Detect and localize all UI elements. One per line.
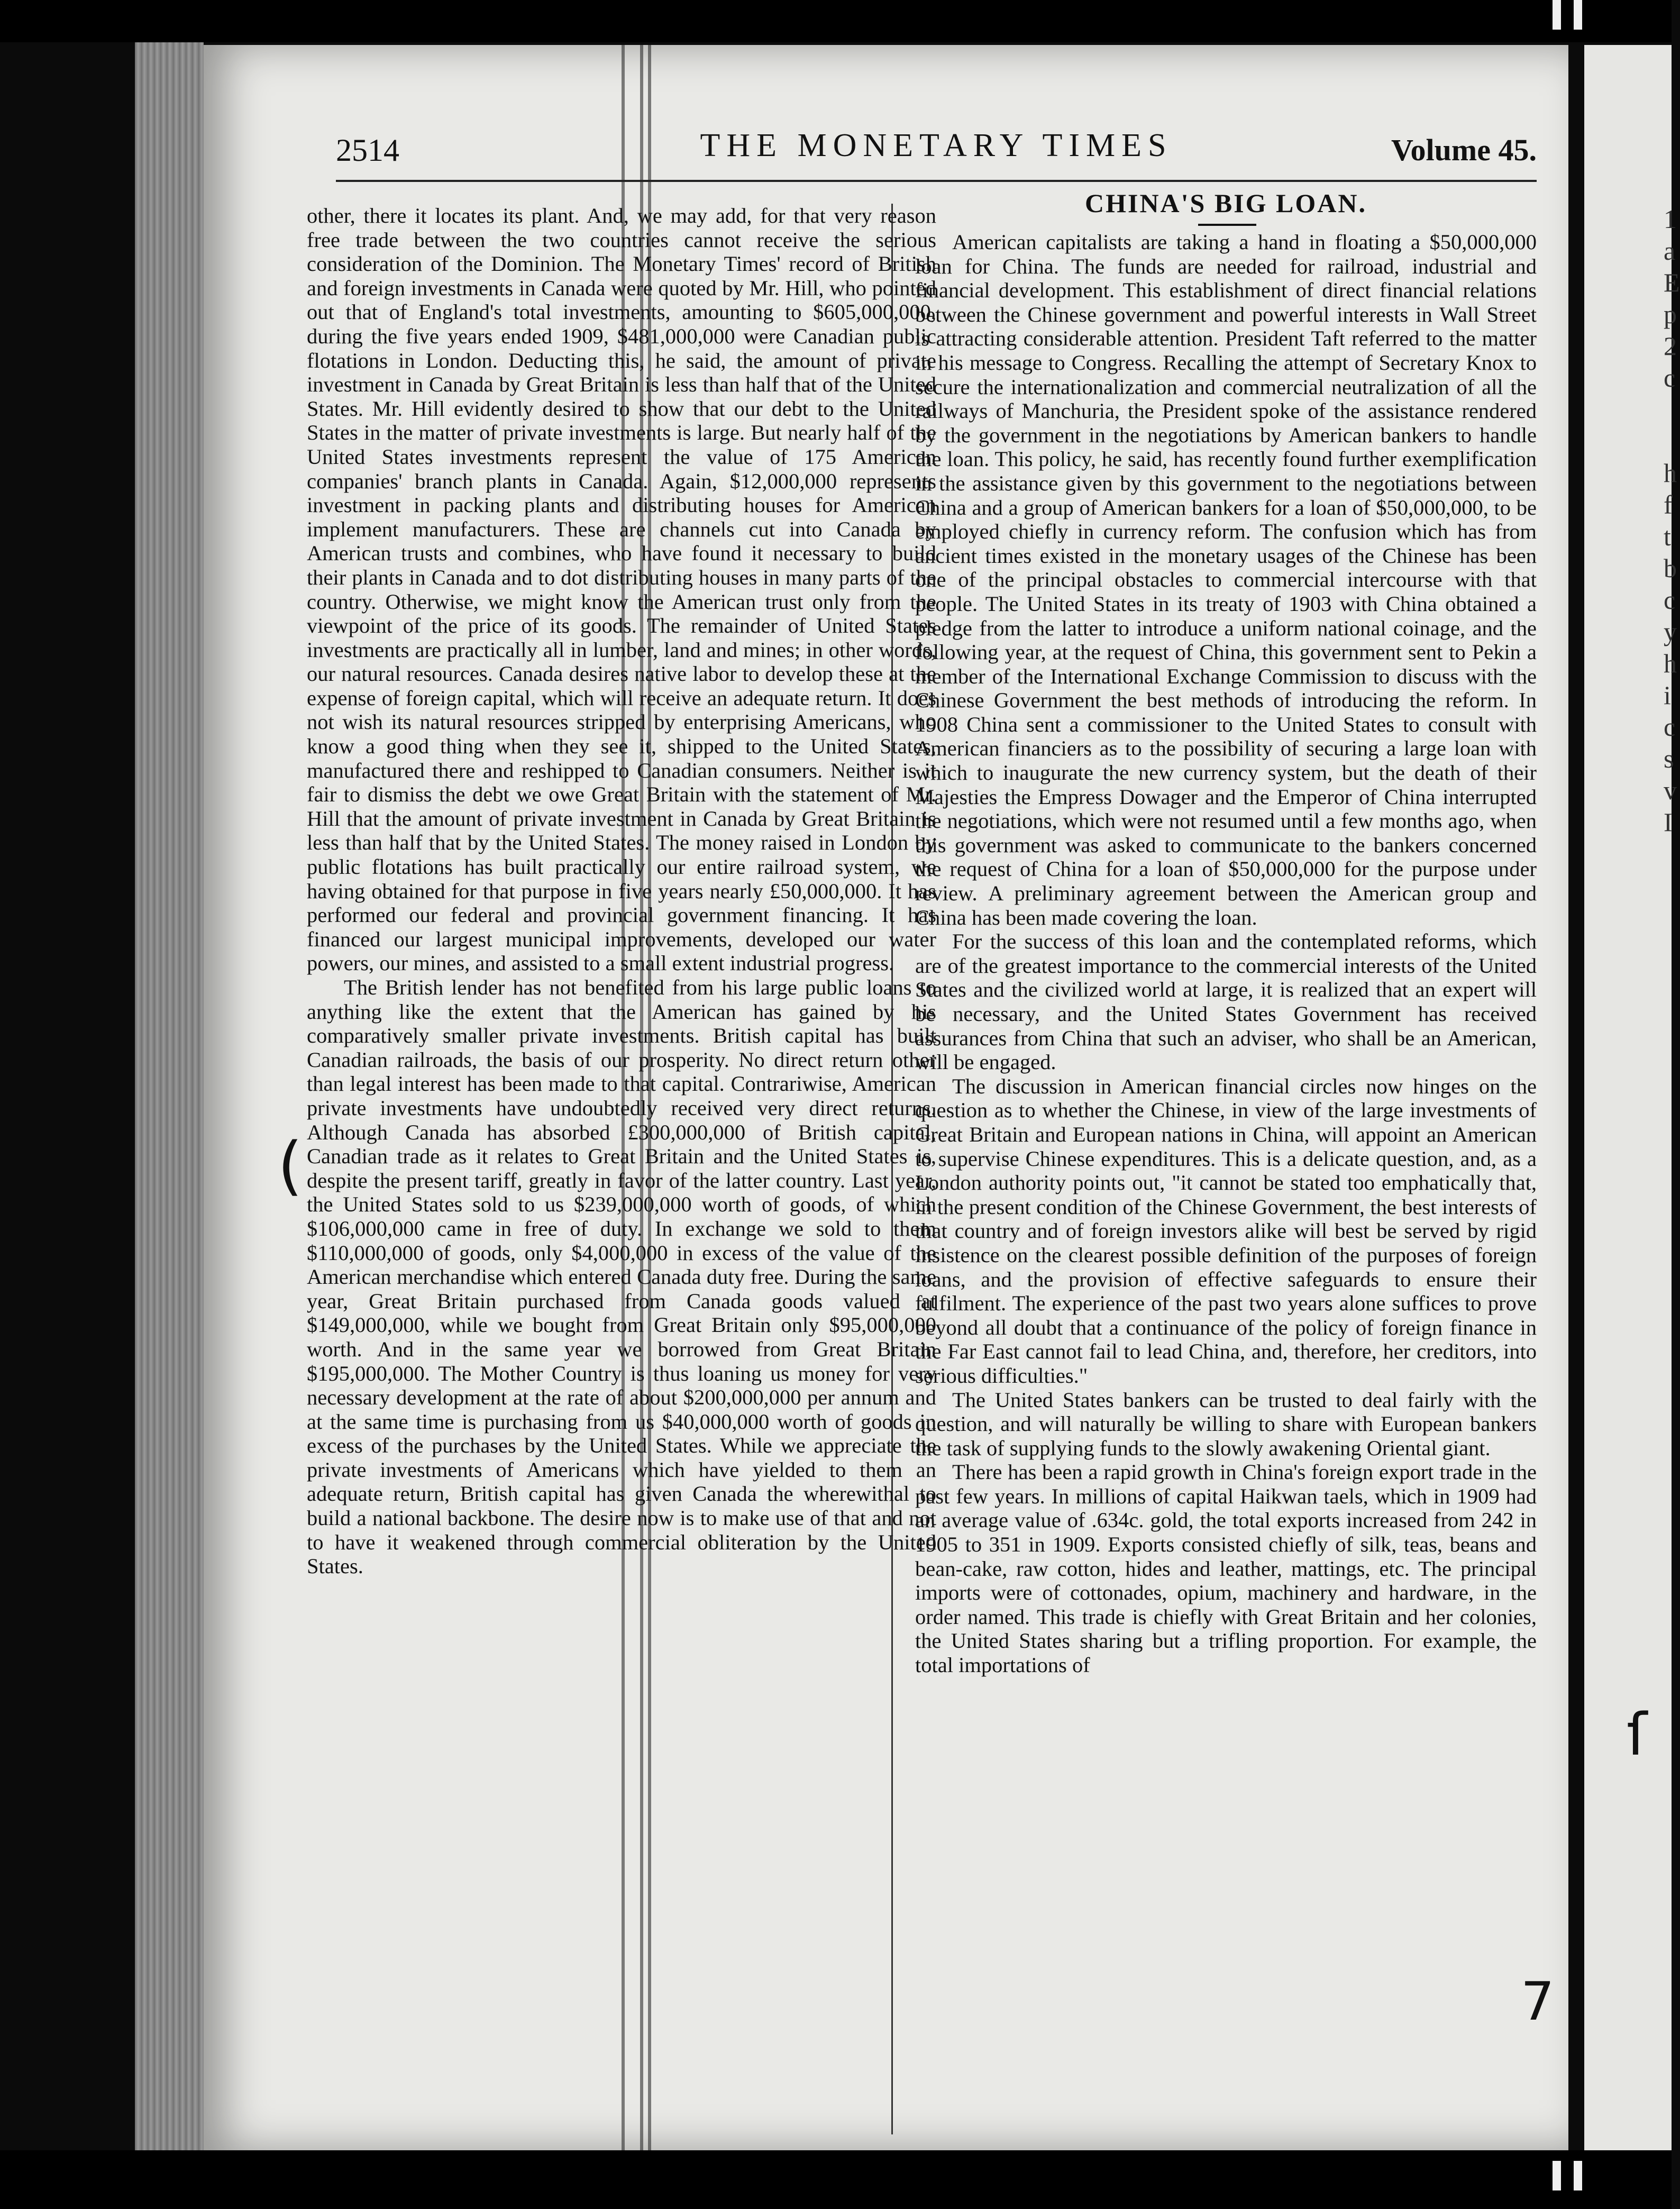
scanned-page [204,45,1568,2150]
volume-label: Volume 45. [1391,133,1537,167]
article-title: CHINA'S BIG LOAN. [1084,188,1367,218]
next-page-fragment: E [1664,268,1680,297]
next-page-fragment: c [1664,712,1676,742]
paragraph: other, there it locates its plant. And, we may add, for that very reason free trade between the two countries cannot receive the serious consideration of the Dominion. The Monetary Times' record of British and foreign investments in Canada were quoted by Mr. Hill, who pointed out that of England's total investments, amounting to $605,000,000, during the five years ended 1909, $481,000,000 were Canadian public flotations in London. Deducting this, he said, the amount of private investment in Canada by Great Britain is less than half that of the United States. Mr. Hill evidently desired to show that our debt to the United States in the matter of private investments is large. But nearly half of the United States investments represent the value of 175 American companies' branch plants in Canada. Again, $12,000,000 represents investment in packing plants and distributing houses for American implement manufacturers. These are channels cut into Canada by American trusts and combines, who have found it necessary to build their plants in Canada and to dot distributing houses in many parts of the country. Otherwise, we might know the American trust only from the viewpoint of the price of its goods. The remainder of United States investments are practically all in lumber, land and mines; in other words, our natural resources. Canada desires native labor to develop these at the expense of foreign capital, which will receive an adequate return. It does not wish its natural resources stripped by enterprising Americans, who know a good thing when they see it, shipped to the United States, manufactured there and reshipped to Canadian consumers. Neither is it fair to dismiss the debt we owe Great Britain with the statement of Mr. Hill that the amount of private investment in Canada by Great Britain is less than half that by the United States. The money raised in London by public flotations has built practically our entire railroad system, we having obtained for that purpose in five years nearly £50,000,000. It has performed our federal and provincial government financing. It has financed our largest municipal improvements, developed our water powers, our mines, and assisted to a small extent industrial progress. [307,204,936,975]
next-page-fragment: b [1664,553,1677,583]
film-border-top [0,0,1672,42]
sprocket-hole [1553,0,1561,30]
paragraph: There has been a rapid growth in China's foreign export trade in the past few years. In millions of capital Haikwan taels, which in 1909 had an average value of .634c. gold, the total exports increased from 242 in 1905 to 351 in 1909. Exports consisted chiefly of silk, teas, beans and bean-cake, raw cotton, hides and leather, mattings, etc. The principal imports were of cottonades, opium, machinery and hardware, in the order named. This trade is chiefly with Great Britain and her colonies, the United States sharing but a trifling proportion. For example, the total importations of [915,1460,1537,1677]
next-page-fragment: h [1664,458,1677,488]
next-page-fragment: v [1664,775,1677,805]
book-page-edges [135,42,204,2158]
next-page-fragment: y [1664,617,1677,646]
next-page-fragment: a [1664,236,1676,266]
next-page-fragment: f [1664,490,1673,519]
sprocket-hole [1574,0,1582,30]
next-page-fragment: t [1664,522,1671,551]
next-page-fragment: I [1664,807,1673,837]
next-page-fragment: h [1664,649,1677,678]
pencil-bracket-mark: ( [278,1129,303,1203]
next-page-fragment: c [1664,585,1676,615]
next-page-fragment: s [1664,744,1674,773]
right-column [915,230,1537,1677]
paragraph: American capitalists are taking a hand in floating a $50,000,000 loan for China. The funds are needed for railroad, industrial and financial development. This establishment of direct financial relations between the Chinese government and powerful interests in Wall Street is attracting considerable attention. President Taft referred to the matter in his message to Congress. Recalling the attempt of Secretary Knox to secure the internationalization and commercial neutralization of all the railways of Manchuria, the President spoke of the assistance rendered by the government in the negotiations by American bankers to handle the loan. This policy, he said, has recently found further exemplification in the assistance given by this government to the negotiations between China and a group of American bankers for a loan of $50,000,000, to be employed chiefly in currency reform. The confusion which has from ancient times existed in the monetary usages of the Chinese has been one of the principal obstacles to commercial intercourse with that people. The United States in its treaty of 1903 with China obtained a pledge from the latter to introduce a uniform national coinage, and the following year, at the request of China, this government sent to Pekin a member of the International Exchange Commission to discuss with the Chinese Government the best methods of introducing the reform. In 1908 China sent a commissioner to the United States to consult with American financiers as to the possibility of securing a large loan with which to inaugurate the new currency system, but the death of their Majesties the Empress Dowager and the Emperor of China interrupted the negotiations, which were not resumed until a few months ago, when this government was asked to communicate to the bankers concerned the request of China for a loan of $50,000,000 for the purpose under review. A preliminary agreement between the American group and China has been made covering the loan. [915,230,1537,929]
title-rule [1198,224,1256,226]
paragraph: The British lender has not benefited from his large public loans to anything like the extent that the American has gained by his comparatively smaller private investments. British capital has built Canadian railroads, the basis of our prosperity. No direct return other than legal interest has been made to that capital. Contrariwise, American private investments have undoubtedly received very direct returns. Although Canada has absorbed £300,000,000 of British capital, Canadian trade as it relates to Great Britain and the United States is, despite the present tariff, greatly in favor of the latter country. Last year, the United States sold to us $239,000,000 worth of goods, of which $106,000,000 came in free of duty. In exchange we sold to them $110,000,000 of goods, only $4,000,000 in excess of the value of the American merchandise which entered Canada duty free. During the same year, Great Britain purchased from Canada goods valued at $149,000,000, while we bought from Great Britain only $95,000,000 worth. And in the same year we borrowed from Great Britain $195,000,000. The Mother Country is thus loaning us money for very necessary development at the rate of about $200,000,000 per annum and at the same time is purchasing from us $40,000,000 worth of goods in excess of the purchases by the United States. While we appreciate the private investments of Americans which have yielded to them an adequate return, British capital has given Canada the wherewithal to build a national backbone. The desire now is to make use of that and not to have it weakened through commercial obliteration by the United States. [307,975,936,1578]
margin-number: 7 [1521,1970,1555,2032]
adjacent-page [1584,45,1680,2150]
sprocket-hole [1574,2161,1582,2190]
next-page-fragment: 2 [1664,331,1677,361]
running-title: THE MONETARY TIMES [700,127,1173,163]
paragraph: The United States bankers can be trusted to deal fairly with the question, and will naturally be willing to share with European bankers the task of supplying funds to the slowly awakening Oriental giant. [915,1388,1537,1460]
next-page-fragment: 1 [1664,204,1677,234]
page-number: 2514 [336,133,399,168]
pencil-mark: ſ [1627,1701,1647,1768]
sprocket-hole [1553,2161,1561,2190]
left-column [307,204,936,1578]
page-header [336,127,1537,182]
next-page-fragment: c [1664,363,1676,392]
paragraph: The discussion in American financial circles now hinges on the question as to whether the Chinese, in view of the large investments of Great Britain and European nations in China, will appoint an American to supervise Chinese expenditures. This is a delicate question, and, as a London authority points out, "it cannot be stated too emphatically that, in the present condition of the Chinese Government, the best interests of that country and of foreign investors alike will best be served by rigid insistence on the clearest possible definition of the purposes of foreign loans, and the provision of effective safeguards to ensure their fulfilment. The experience of the past two years alone suffices to prove beyond all doubt that a continuance of the policy of foreign finance in the Far East cannot fail to lead China, and, therefore, her creditors, into serious difficulties." [915,1074,1537,1388]
paragraph: For the success of this loan and the contemplated reforms, which are of the greatest importance to the commercial interests of the United States and the civilized world at large, it is realized that an expert will be necessary, and the United States Government has received assurances from China that such an adviser, who shall be an American, will be engaged. [915,929,1537,1074]
next-page-fragment: i [1664,680,1671,710]
next-page-fragment: p [1664,299,1677,329]
film-border-bottom [0,2150,1672,2209]
